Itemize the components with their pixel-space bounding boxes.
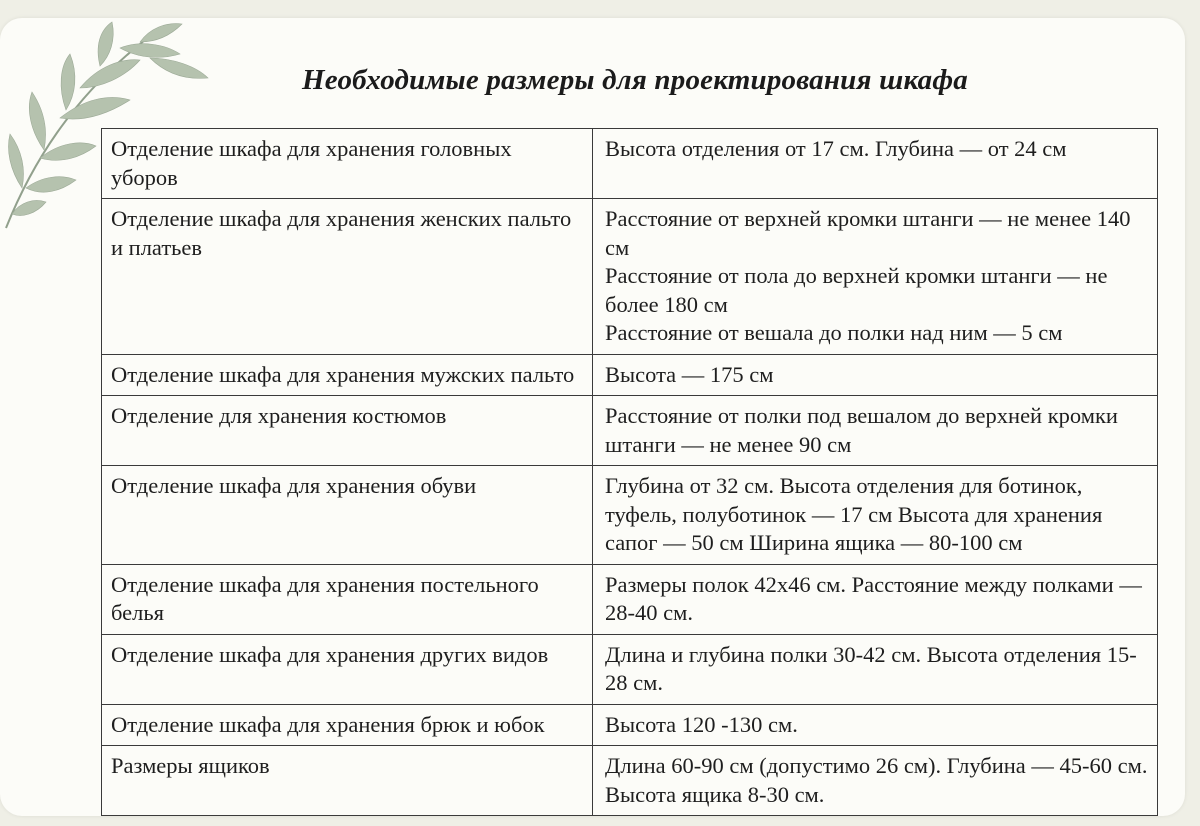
- section-cell: Отделение шкафа для хранения женских пальто и платьев: [102, 199, 593, 355]
- section-cell: Отделение для хранения костюмов: [102, 396, 593, 466]
- section-cell: Отделение шкафа для хранения брюк и юбок: [102, 704, 593, 746]
- section-cell: Отделение шкафа для хранения постельного белья: [102, 564, 593, 634]
- details-line: Расстояние от полки под вешалом до верхней кромки штанги — не менее 90 см: [605, 403, 1118, 457]
- details-line: Глубина от 32 см. Высота отделения для ботинок, туфель, полуботинок — 17 см Высота для хранения сапог — 50 см Ширина ящика — 80-100 см: [605, 473, 1103, 555]
- details-line: Расстояние от вешала до полки над ним — 5 см: [605, 320, 1063, 345]
- details-line: Расстояние от пола до верхней кромки штанги — не более 180 см: [605, 263, 1108, 317]
- table-row: [102, 564, 1158, 634]
- details-line: Высота отделения от 17 см. Глубина — от 24 см: [605, 136, 1067, 161]
- details-cell: [593, 564, 1158, 634]
- table-row: [102, 634, 1158, 704]
- section-cell: Отделение шкафа для хранения мужских пальто: [102, 354, 593, 396]
- details-cell: [593, 634, 1158, 704]
- table-row: [102, 129, 1158, 199]
- details-line: Высота 120 -130 см.: [605, 711, 798, 737]
- table-row: [102, 704, 1158, 746]
- content-card: [0, 18, 1185, 816]
- details-cell: [593, 466, 1158, 565]
- section-cell: Отделение шкафа для хранения головных уборов: [102, 129, 593, 199]
- details-cell: [593, 704, 1158, 746]
- details-cell: [593, 396, 1158, 466]
- details-cell: [593, 199, 1158, 355]
- page-title: Необходимые размеры для проектирования шкафа: [302, 64, 968, 96]
- table-row: [102, 199, 1158, 355]
- details-line: Высота — 175 см: [605, 361, 774, 387]
- table-row: [102, 746, 1158, 816]
- details-line: Расстояние от верхней кромки штанги — не менее 140 см: [605, 206, 1131, 260]
- details-cell: [593, 129, 1158, 199]
- table-row: [102, 354, 1158, 396]
- section-cell: Отделение шкафа для хранения других видов: [102, 634, 593, 704]
- details-cell: [593, 746, 1158, 816]
- section-cell: Отделение шкафа для хранения обуви: [102, 466, 593, 565]
- section-cell: Размеры ящиков: [102, 746, 593, 816]
- table-row: [102, 396, 1158, 466]
- table-row: [102, 466, 1158, 565]
- details-line: Длина и глубина полки 30-42 см. Высота отделения 15-28 см.: [605, 641, 1137, 695]
- details-line: Размеры полок 42х46 см. Расстояние между полками — 28-40 см.: [605, 571, 1142, 625]
- dimensions-table: [101, 128, 1158, 816]
- details-line: Длина 60-90 см (допустимо 26 см). Глубина — 45-60 см. Высота ящика 8-30 см.: [605, 753, 1148, 807]
- details-cell: [593, 354, 1158, 396]
